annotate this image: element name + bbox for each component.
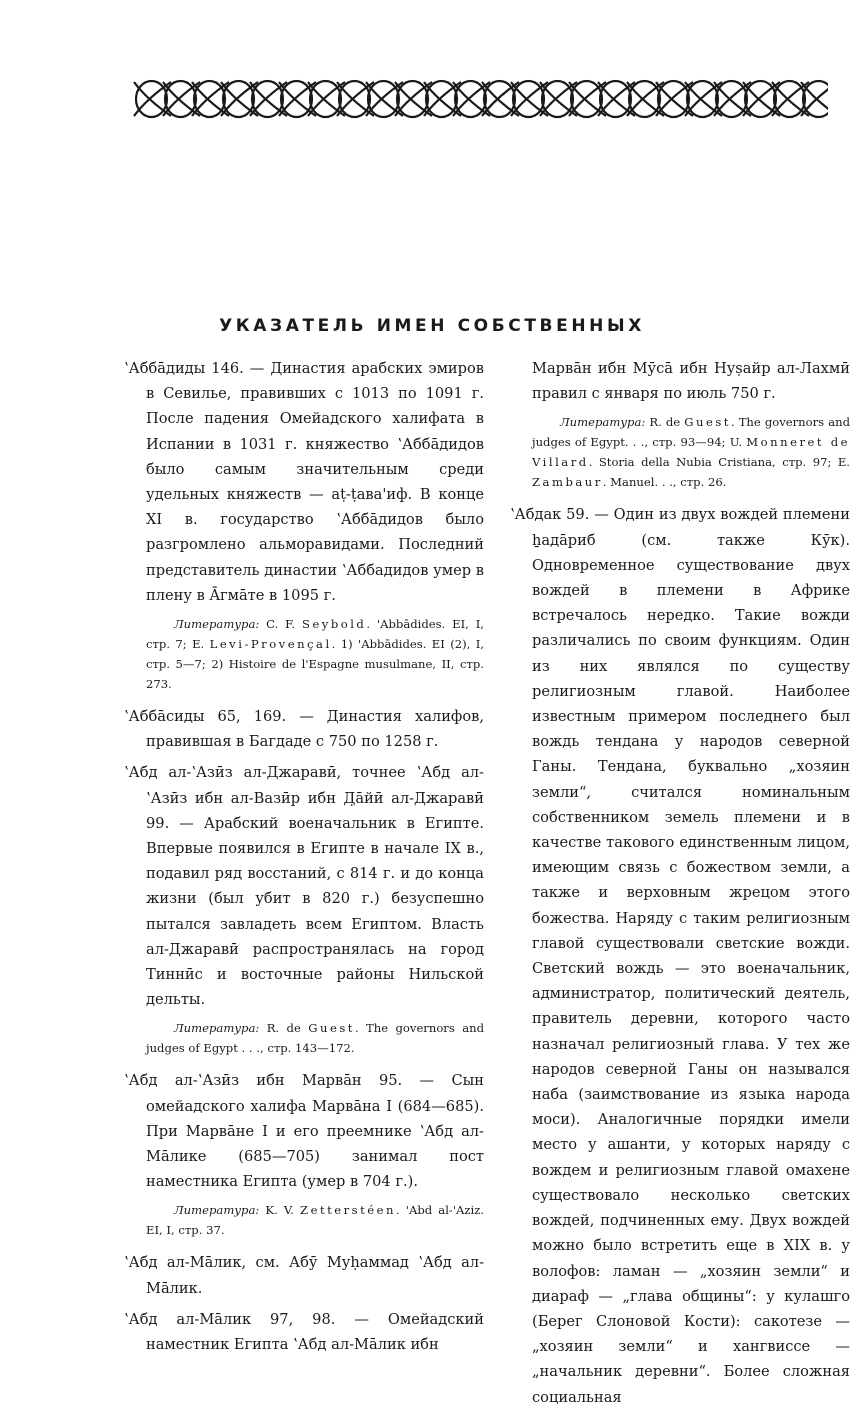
chain-link-loop: [426, 81, 457, 117]
chain-link-loop: [629, 81, 660, 117]
chain-link-loop: [281, 81, 312, 117]
entry-abd-al-malik: ʽАбд ал-Мāлик 97, 98. — Омейадский наместник Египта ʽАбд ал-Мāлик ибн: [124, 1310, 484, 1354]
chain-link-loop: [165, 81, 196, 117]
chain-link-loop: [252, 81, 283, 117]
chain-link-loop: [745, 81, 776, 117]
page-title: УКАЗАТЕЛЬ ИМЕН СОБСТВЕННЫХ: [219, 316, 645, 336]
chain-link-loop: [513, 81, 544, 117]
literature-label: Литература:: [174, 617, 260, 632]
literature-label: Литература:: [560, 415, 646, 430]
entry-abbadidy: ʽАббāдиды 146. — Династия арабских эмиров в Севилье, правивших с 1013 по 1091 г. После падения Омейадского халифата в Испании в 1031 г. княжество ʽАббāдидов было самым значительным среди удельных княжеств — аṭ-ṭава'иф. В конце XI в. государство ʽАббāдидов было разгромлено альморавидами. Последний представитель династии ʽАббадидов умер в плену в Āгмāте в 1095 г.: [124, 360, 484, 604]
entry-abd-al-aziz-al-jarawi: ʽАбд ал-ʽАзӣз ал-Джаравӣ, точнее ʽАбд ал-ʽАзӣз ибн ал-Вазӣр ибн Д̣āйӣ ал-Джаравӣ 99. — Арабский военачальник в Египте. Впервые появился в Египте в начале IX в., подавил ряд восстаний, с 814 г. и до конца жизни (был убит в 820 г.) безуспешно пытался завладеть всем Египтом. Власть ал-Джаравӣ распространялась на город Тиннӣс и восточные районы Нильской дельты.: [124, 764, 484, 1009]
chain-link-loop: [571, 81, 602, 117]
chain-link-loop: [542, 81, 573, 117]
chain-link-loop: [339, 81, 370, 117]
chain-link-loop: [484, 81, 515, 117]
chain-link-loop: [774, 81, 805, 117]
right-column: [510, 356, 850, 1416]
chain-link-loop: [397, 81, 428, 117]
chain-link-loop: [136, 81, 167, 117]
entry-abd-al-malik-continued: Марвāн ибн Мӯсā ибн Нуṣайр ал-Лахмӣ правил с января по июль 750 г.: [532, 360, 850, 403]
chain-link-loop: [600, 81, 631, 117]
literature-ibn-marwan: Литература: K. V. Zetterstéen. 'Abd al-'Aziz. EI, I, стр. 37.: [146, 1203, 485, 1238]
chain-link-loop: [658, 81, 689, 117]
literature-abbadidy: Литература: C. F. Seybold. 'Abbādides. EI, I, стр. 7; E. Levi-Provençal. 1) 'Abbādides. EI (2), I, стр. 5—7; 2) Histoire de l'Espagne musulmane, II, стр. 273.: [146, 617, 484, 692]
chain-link-loop: [455, 81, 486, 117]
chain-link-loop: [310, 81, 341, 117]
chain-link-loop: [687, 81, 718, 117]
entry-abbasidy: ʽАббāсиды 65, 169. — Династия халифов, правившая в Багдаде с 750 по 1258 г.: [124, 708, 484, 751]
literature-abd-al-malik: Литература: R. de Guest. The governors and judges of Egypt. . ., стр. 93—94; U. Monneret de Villard. Storia della Nubia Cristiana, стр. 97; E. Zambaur. Manuel. . ., стр. 26.: [532, 415, 850, 490]
left-column: [124, 356, 484, 1363]
chain-link-loop: [716, 81, 747, 117]
entry-abd-al-malik-see: ʽАбд ал-Мāлик, см. Абӯ Муḥаммад ʽАбд ал-Мāлик.: [124, 1254, 484, 1297]
chain-link-loop: [368, 81, 399, 117]
chain-ornament-icon: [132, 78, 828, 120]
entry-abdak: ʽАбдак 59. — Один из двух вождей племени ẖадāриб (см. также Кӯк). Одновременное существование двух вождей в племени в Африке встречалось нередко. Такие вожди различались по своим функциям. Один из них являлся по существу религиозным главой. Наиболее известным примером последнего был вождь тендана у народов северной Ганы. Тендана, буквально „хозяин земли“, считался номинальным собственником земель племени и в качестве такового единственным лицом, имеющим связь с божеством земли, а также и верховным жрецом этого божества. Наряду с таким религиозным главой существовали светские вожди. Светский вождь — это военачальник, администратор, политический деятель, правитель деревни, которого часто назначал религиозный глава. У тех же народов северной Ганы он назывался наба (заимствование из языка народа моси). Аналогичные порядки имели место у ашанти, у которых наряду с вождем и религиозным главой омахене существовало несколько светских вождей, подчиненных ему. Двух вождей можно было встретить еще в XIX в. у волофов: ламан — „хозяин земли“ и диараф — „глава общины“: у кулашго (Берег Слоновой Кости): сакотезе — „хозяин земли“ и хангвиссе — „начальник деревни“. Более сложная социальная: [510, 506, 850, 1406]
entry-abd-al-aziz-ibn-marwan: ʽАбд ал-ʽАзӣз ибн Марвāн 95. — Сын омейадского халифа Марвāна I (684—685). При Марвāне I и его преемнике ʽАбд ал-Мāлике (685—705) занимал пост наместника Египта (умер в 704 г.).: [124, 1072, 484, 1191]
chain-link-loop: [223, 81, 254, 117]
chain-link-loop: [194, 81, 225, 117]
literature-al-jarawi: Литература: R. de Guest. The governors and judges of Egypt . . ., стр. 143—172.: [146, 1021, 484, 1056]
literature-label: Литература:: [174, 1021, 260, 1036]
literature-label: Литература:: [174, 1203, 260, 1218]
